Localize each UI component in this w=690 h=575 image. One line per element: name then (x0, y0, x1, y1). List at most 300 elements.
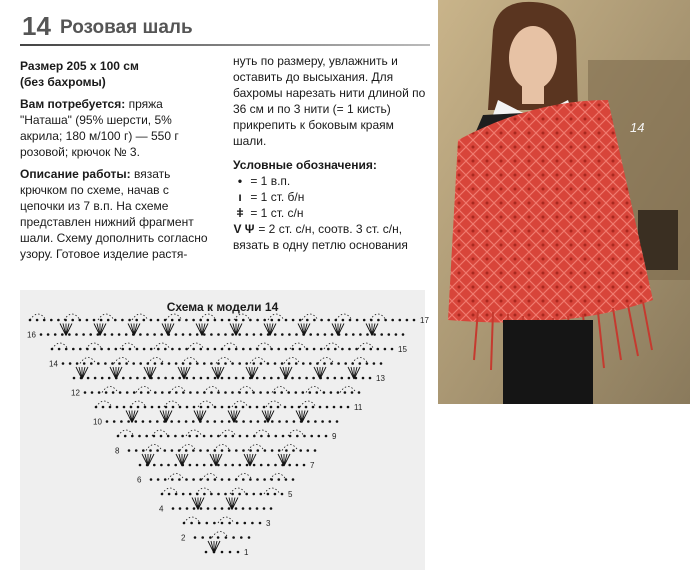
chain-stitch-mark (235, 420, 238, 423)
chain-stitch-mark (271, 449, 274, 452)
chain-stitch-mark (214, 377, 217, 380)
chain-stitch-mark (179, 507, 182, 510)
chain-stitch-mark (120, 420, 123, 423)
chain-stitch-mark (232, 435, 235, 438)
chain-stitch-mark (178, 377, 181, 380)
chain-stitch-mark (248, 536, 251, 539)
chain-stitch-mark (329, 420, 332, 423)
chain-stitch-mark (210, 391, 213, 394)
chain-stitch-mark (277, 377, 280, 380)
chain-stitch-mark (140, 391, 143, 394)
chain-stitch-mark (249, 478, 252, 481)
chain-stitch-mark (127, 420, 130, 423)
chain-stitch-mark (377, 319, 380, 322)
chain-stitch-mark (98, 391, 101, 394)
chain-arch-mark (340, 387, 356, 393)
chain-stitch-mark (391, 348, 394, 351)
chain-stitch-mark (189, 493, 192, 496)
chain-stitch-mark (150, 319, 153, 322)
chain-stitch-mark (106, 420, 109, 423)
chain-stitch-mark (325, 435, 328, 438)
chain-stitch-mark (242, 348, 245, 351)
chain-stitch-mark (170, 420, 173, 423)
chain-stitch-mark (256, 478, 259, 481)
chain-arch-mark (264, 488, 280, 494)
chain-stitch-mark (36, 319, 39, 322)
chain-stitch-mark (228, 507, 231, 510)
chain-arch-mark (114, 358, 130, 364)
chain-stitch-mark (167, 435, 170, 438)
chain-stitch-mark (303, 435, 306, 438)
chain-stitch-mark (147, 391, 150, 394)
chain-stitch-mark (249, 348, 252, 351)
chain-stitch-mark (213, 522, 216, 525)
chain-stitch-mark (192, 449, 195, 452)
chain-stitch-mark (253, 464, 256, 467)
size-block (20, 58, 215, 90)
chain-stitch-mark (348, 348, 351, 351)
chain-stitch-mark (198, 522, 201, 525)
chain-stitch-mark (242, 478, 245, 481)
chain-stitch-mark (139, 464, 142, 467)
chain-stitch-mark (274, 362, 277, 365)
chain-stitch-mark (136, 377, 139, 380)
chain-stitch-mark (160, 435, 163, 438)
chain-stitch-mark (285, 319, 288, 322)
chain-stitch-mark (196, 333, 199, 336)
chain-stitch-mark (293, 420, 296, 423)
chain-stitch-mark (122, 377, 125, 380)
chain-stitch-mark (196, 362, 199, 365)
chain-stitch-mark (182, 391, 185, 394)
size-line: Размер 205 х 100 см (20, 59, 139, 73)
chain-stitch-mark (281, 362, 284, 365)
chain-stitch-mark (318, 435, 321, 438)
text-column-right (233, 53, 428, 253)
chain-stitch-mark (160, 333, 163, 336)
chain-stitch-mark (267, 493, 270, 496)
header-divider (20, 44, 430, 46)
chain-stitch-mark (214, 406, 217, 409)
chain-stitch-mark (178, 319, 181, 322)
chain-stitch-mark (291, 406, 294, 409)
chain-stitch-mark (217, 391, 220, 394)
scheme-title: Схема к модели 14 (166, 300, 279, 314)
cluster-symbol: V Ψ (233, 222, 255, 236)
chain-stitch-mark (164, 478, 167, 481)
chain-stitch-mark (344, 391, 347, 394)
chain-stitch-mark (238, 362, 241, 365)
chain-stitch-mark (112, 391, 115, 394)
chain-stitch-mark (242, 406, 245, 409)
chain-stitch-mark (189, 391, 192, 394)
chain-stitch-mark (256, 319, 259, 322)
chain-stitch-mark (221, 551, 224, 554)
chain-stitch-mark (200, 377, 203, 380)
chain-arch-mark (266, 401, 282, 407)
chain-stitch-mark (164, 377, 167, 380)
chain-stitch-mark (373, 362, 376, 365)
chain-stitch-mark (347, 406, 350, 409)
chain-stitch-mark (341, 348, 344, 351)
chain-stitch-mark (125, 362, 128, 365)
chain-stitch-mark (337, 362, 340, 365)
chain-stitch-mark (224, 493, 227, 496)
chain-stitch-mark (221, 449, 224, 452)
chain-stitch-mark (242, 449, 245, 452)
chain-stitch-mark (154, 391, 157, 394)
model-photo (438, 0, 690, 404)
chain-stitch-mark (114, 319, 117, 322)
chain-stitch-mark (186, 507, 189, 510)
chain-stitch-mark (324, 333, 327, 336)
chain-stitch-mark (302, 391, 305, 394)
chain-stitch-mark (207, 377, 210, 380)
chain-stitch-mark (109, 406, 112, 409)
chain-stitch-mark (113, 420, 116, 423)
chain-stitch-mark (172, 507, 175, 510)
chain-stitch-mark (274, 493, 277, 496)
chain-stitch-mark (200, 348, 203, 351)
chain-stitch-mark (150, 348, 153, 351)
chain-arch-mark (250, 358, 266, 364)
chain-stitch-mark (267, 435, 270, 438)
chain-stitch-mark (380, 362, 383, 365)
chain-stitch-mark (100, 348, 103, 351)
chain-arch-mark (168, 474, 184, 480)
chain-stitch-mark (47, 333, 50, 336)
chain-stitch-mark (164, 348, 167, 351)
chain-stitch-mark (121, 319, 124, 322)
chain-stitch-mark (313, 319, 316, 322)
chain-stitch-mark (280, 391, 283, 394)
chain-stitch-mark (214, 319, 217, 322)
chain-stitch-mark (330, 362, 333, 365)
row-number-label: 9 (332, 432, 337, 441)
chain-stitch-mark (307, 420, 310, 423)
chain-stitch-mark (256, 406, 259, 409)
chain-stitch-mark (217, 333, 220, 336)
chain-stitch-mark (181, 435, 184, 438)
chain-stitch-mark (150, 478, 153, 481)
chain-stitch-mark (275, 435, 278, 438)
chain-stitch-mark (252, 391, 255, 394)
chain-stitch-mark (260, 362, 263, 365)
chain-stitch-mark (330, 391, 333, 394)
chain-stitch-mark (221, 406, 224, 409)
chain-stitch-mark (263, 507, 266, 510)
chain-stitch-mark (305, 406, 308, 409)
chain-stitch-mark (306, 319, 309, 322)
chain-stitch-mark (171, 449, 174, 452)
chain-stitch-mark (250, 420, 253, 423)
chain-stitch-mark (50, 319, 53, 322)
chain-stitch-mark (413, 319, 416, 322)
chain-stitch-mark (107, 348, 110, 351)
chain-stitch-mark (249, 319, 252, 322)
legend-item-sc (233, 189, 428, 205)
chain-stitch-mark (307, 449, 310, 452)
chain-stitch-mark (201, 536, 204, 539)
chain-stitch-mark (289, 435, 292, 438)
chain-stitch-mark (131, 435, 134, 438)
chain-stitch-mark (86, 319, 89, 322)
chain-stitch-mark (154, 362, 157, 365)
chain-stitch-mark (228, 478, 231, 481)
chain-arch-mark (306, 387, 322, 393)
description-text-part1: вязать крючком по схеме, начав с цепочки из 7 в.п. На схеме представлен нижний фрагмент шали. Схему дополнить согласно узору. Готовое изделие растя- (20, 167, 208, 261)
chain-stitch-mark (312, 406, 315, 409)
chain-stitch-mark (203, 464, 206, 467)
chain-stitch-mark (206, 420, 209, 423)
chain-stitch-mark (172, 406, 175, 409)
chain-stitch-mark (228, 348, 231, 351)
chain-stitch-mark (224, 464, 227, 467)
chain-stitch-mark (118, 362, 121, 365)
chain-stitch-mark (309, 333, 312, 336)
chain-stitch-mark (274, 464, 277, 467)
chain-stitch-mark (238, 333, 241, 336)
chain-stitch-mark (249, 507, 252, 510)
chain-stitch-mark (284, 406, 287, 409)
text-column-left (20, 58, 215, 268)
chain-stitch-mark (142, 449, 145, 452)
legend-text: = 1 ст. с/н (250, 206, 304, 220)
chain-stitch-mark (282, 435, 285, 438)
chain-stitch-mark (270, 377, 273, 380)
chain-stitch-mark (327, 348, 330, 351)
chain-stitch-mark (221, 319, 224, 322)
chain-stitch-mark (189, 464, 192, 467)
chain-stitch-mark (156, 420, 159, 423)
chain-stitch-mark (281, 333, 284, 336)
chain-stitch-mark (320, 348, 323, 351)
chain-stitch-mark (156, 449, 159, 452)
chain-stitch-mark (257, 449, 260, 452)
chain-stitch-mark (62, 362, 65, 365)
chain-stitch-mark (224, 391, 227, 394)
chain-stitch-mark (341, 377, 344, 380)
chain-stitch-mark (164, 449, 167, 452)
chain-arch-mark (132, 314, 148, 320)
chain-stitch-mark (61, 333, 64, 336)
row-number-label: 13 (376, 374, 385, 383)
chain-stitch-mark (194, 536, 197, 539)
materials-label: Вам потребуется: (20, 97, 126, 111)
row-number-label: 6 (137, 475, 142, 485)
chain-arch-mark (218, 517, 234, 523)
chain-stitch-mark (235, 406, 238, 409)
chain-stitch-mark (160, 464, 163, 467)
photo-illustration (438, 0, 690, 404)
chain-stitch-mark (312, 377, 315, 380)
chain-stitch-mark (68, 333, 71, 336)
chain-stitch-mark (292, 348, 295, 351)
row-number-label: 1 (244, 548, 249, 557)
chain-stitch-mark (260, 435, 263, 438)
description-block (20, 166, 215, 262)
chain-stitch-mark (239, 435, 242, 438)
chain-stitch-mark (221, 377, 224, 380)
chain-stitch-mark (124, 435, 127, 438)
chain-stitch-mark (129, 348, 132, 351)
chain-stitch-mark (221, 522, 224, 525)
chain-stitch-mark (193, 377, 196, 380)
chain-stitch-mark (196, 391, 199, 394)
chain-stitch-mark (87, 377, 90, 380)
chain-stitch-mark (224, 333, 227, 336)
chain-stitch-mark (209, 536, 212, 539)
chain-stitch-mark (270, 406, 273, 409)
chain-stitch-mark (270, 348, 273, 351)
chain-arch-mark (324, 343, 340, 349)
neck (522, 84, 544, 104)
chain-stitch-mark (264, 420, 267, 423)
chain-stitch-mark (333, 406, 336, 409)
chain-arch-mark (284, 358, 300, 364)
chain-stitch-mark (285, 420, 288, 423)
chain-stitch-mark (256, 507, 259, 510)
chain-stitch-mark (217, 536, 220, 539)
row-number-label: 2 (181, 533, 186, 543)
chain-stitch-mark (264, 449, 267, 452)
chain-stitch-mark (167, 464, 170, 467)
chain-stitch-mark (240, 536, 243, 539)
chain-stitch-mark (242, 319, 245, 322)
chain-stitch-mark (217, 362, 220, 365)
chain-stitch-mark (249, 449, 252, 452)
chain-stitch-mark (186, 406, 189, 409)
chain-stitch-mark (257, 420, 260, 423)
chain-stitch-mark (296, 464, 299, 467)
chain-stitch-mark (83, 362, 86, 365)
row-number-label: 14 (49, 359, 58, 369)
chain-stitch-mark (161, 391, 164, 394)
row-number-label: 12 (71, 388, 80, 398)
chain-stitch-mark (296, 435, 299, 438)
chain-stitch-mark (123, 406, 126, 409)
chain-stitch-mark (334, 348, 337, 351)
chain-stitch-mark (171, 478, 174, 481)
chain-stitch-mark (171, 377, 174, 380)
chain-stitch-mark (245, 493, 248, 496)
chain-stitch-mark (200, 406, 203, 409)
chain-stitch-mark (320, 319, 323, 322)
crochet-scheme (20, 290, 429, 570)
chain-stitch-mark (139, 362, 142, 365)
chain-stitch-mark (58, 348, 61, 351)
chain-stitch-mark (168, 493, 171, 496)
chain-stitch-mark (192, 478, 195, 481)
chain-stitch-mark (323, 391, 326, 394)
chain-stitch-mark (185, 348, 188, 351)
row-number-label: 4 (159, 504, 164, 514)
chain-stitch-mark (76, 362, 79, 365)
chain-stitch-mark (174, 464, 177, 467)
chain-stitch-mark (235, 319, 238, 322)
chain-stitch-mark (278, 449, 281, 452)
chain-stitch-mark (157, 478, 160, 481)
chain-stitch-mark (128, 319, 131, 322)
chain-stitch-mark (337, 391, 340, 394)
chain-stitch-mark (239, 464, 242, 467)
row-number-label: 17 (420, 316, 429, 325)
chain-stitch-mark (295, 362, 298, 365)
chain-stitch-mark (228, 522, 231, 525)
chain-stitch-mark (214, 507, 217, 510)
chain-stitch-mark (277, 406, 280, 409)
chain-stitch-mark (228, 406, 231, 409)
chain-stitch-mark (174, 435, 177, 438)
chain-stitch-mark (203, 435, 206, 438)
chain-stitch-mark (358, 391, 361, 394)
chain-stitch-mark (135, 449, 138, 452)
chain-stitch-mark (206, 522, 209, 525)
chain-stitch-mark (334, 377, 337, 380)
chain-stitch-mark (299, 319, 302, 322)
chain-stitch-mark (359, 362, 362, 365)
chain-stitch-mark (171, 348, 174, 351)
chain-stitch-mark (43, 319, 46, 322)
chain-stitch-mark (285, 478, 288, 481)
chain-stitch-mark (259, 391, 262, 394)
chain-stitch-mark (309, 391, 312, 394)
chain-stitch-mark (391, 319, 394, 322)
chain-stitch-mark (384, 319, 387, 322)
chain-stitch-mark (196, 435, 199, 438)
chain-stitch-mark (142, 420, 145, 423)
chain-stitch-mark (132, 362, 135, 365)
chain-stitch-mark (57, 319, 60, 322)
chain-stitch-mark (246, 333, 249, 336)
chain-stitch-mark (189, 362, 192, 365)
chain-stitch-mark (345, 333, 348, 336)
description-text-part2: нуть по размеру, увлажнить и оставить до высыхания. Для бахромы нарезать нити длиной по 36 см и по 3 нити (= 1 кисть) прикрепить к боковым краям шали. (233, 54, 426, 148)
chain-stitch-mark (157, 348, 160, 351)
chain-stitch-mark (136, 348, 139, 351)
chain-stitch-mark (104, 362, 107, 365)
chain-stitch-mark (111, 333, 114, 336)
chain-stitch-mark (135, 420, 138, 423)
row-number-label: 10 (93, 417, 102, 427)
chain-stitch-mark (185, 420, 188, 423)
chain-arch-mark (102, 387, 118, 393)
chain-stitch-mark (384, 348, 387, 351)
chain-stitch-mark (235, 377, 238, 380)
chain-stitch-mark (228, 449, 231, 452)
chain-stitch-mark (299, 449, 302, 452)
chain-stitch-mark (224, 435, 227, 438)
chain-stitch-mark (116, 406, 119, 409)
chain-stitch-mark (326, 406, 329, 409)
chain-stitch-mark (231, 362, 234, 365)
chain-stitch-mark (224, 362, 227, 365)
chain-stitch-mark (228, 319, 231, 322)
chain-stitch-mark (153, 333, 156, 336)
legend-item-dc (233, 205, 428, 221)
chain-stitch-mark (145, 435, 148, 438)
chain-stitch-mark (54, 333, 57, 336)
chain-stitch-mark (214, 478, 217, 481)
row-number-label: 16 (27, 330, 36, 340)
chain-stitch-mark (186, 377, 189, 380)
chain-stitch-mark (182, 333, 185, 336)
chain-stitch-mark (217, 435, 220, 438)
chain-stitch-mark (229, 551, 232, 554)
chain-stitch-mark (72, 348, 75, 351)
chain-stitch-mark (190, 522, 193, 525)
chain-stitch-mark (93, 319, 96, 322)
